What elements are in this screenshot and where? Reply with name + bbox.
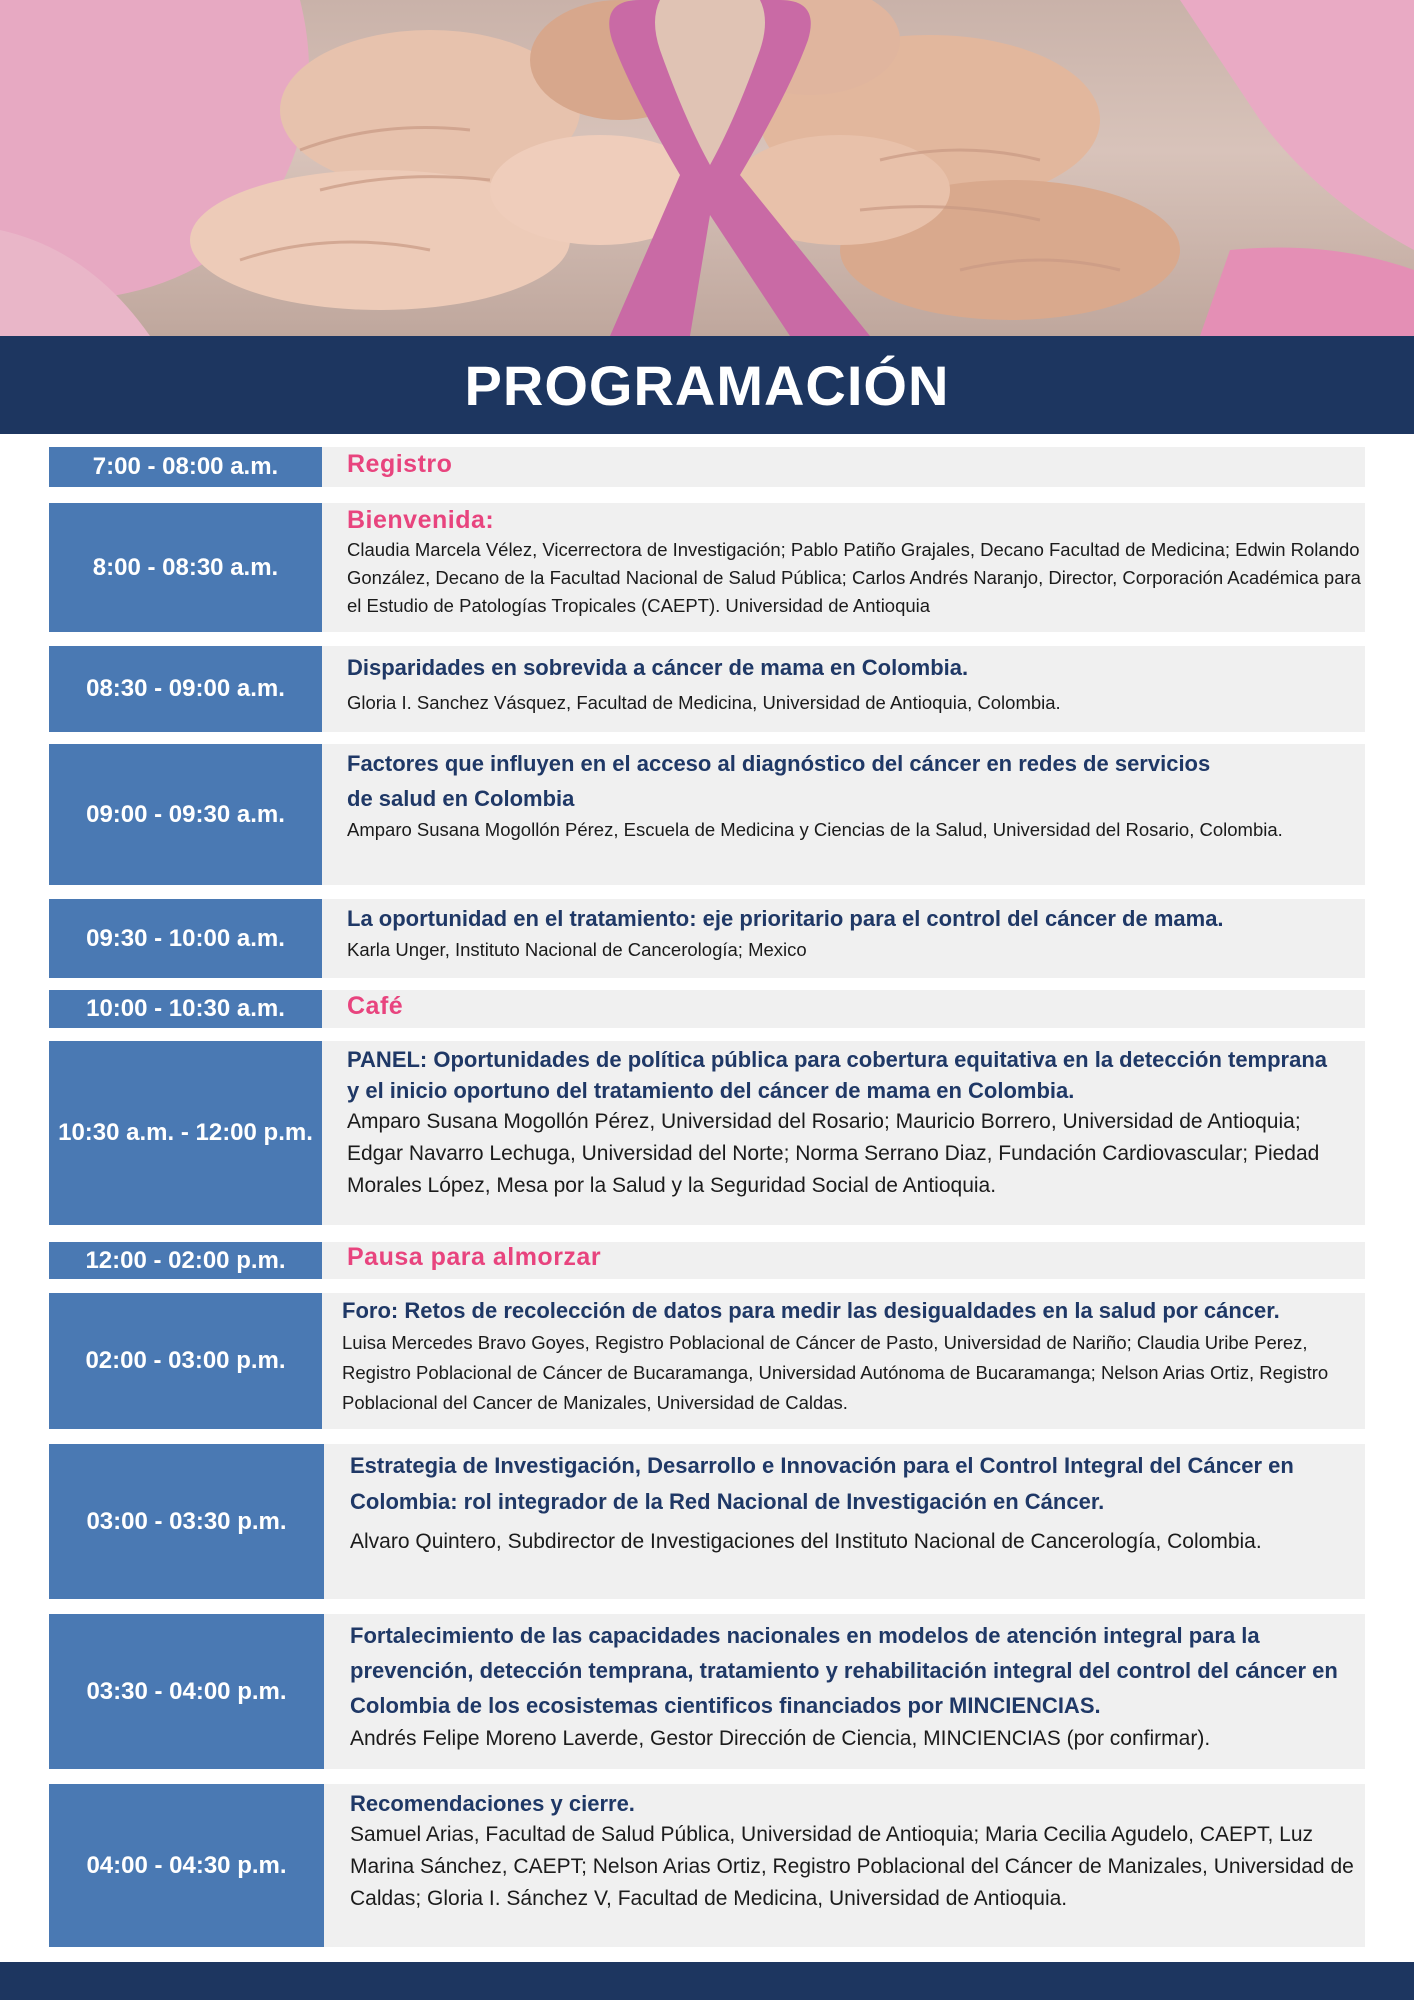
time-slot: 03:30 - 04:00 p.m.: [49, 1614, 324, 1769]
session-content: [324, 1784, 1365, 1947]
session-speakers: Alvaro Quintero, Subdirector de Investigaciones del Instituto Nacional de Cancerología, Colombia.: [350, 1530, 1262, 1553]
session-title: Café: [347, 992, 404, 1020]
schedule-row: [49, 646, 1365, 732]
schedule-row: [49, 1041, 1365, 1225]
hero-photo: [0, 0, 1414, 336]
session-content: [322, 646, 1365, 732]
time-slot: 03:00 - 03:30 p.m.: [49, 1444, 324, 1599]
footer-band: [0, 1962, 1414, 2000]
session-content: [322, 447, 1365, 487]
session-title: Estrategia de Investigación, Desarrollo e Innovación para el Control Integral del Cáncer en Colombia: rol integrador de la Red Nacional de Investigación en Cáncer.: [350, 1453, 1294, 1514]
session-title: Bienvenida:: [347, 506, 495, 534]
time-slot: 7:00 - 08:00 a.m.: [49, 447, 322, 487]
session-content: [322, 1242, 1365, 1279]
session-speakers: Samuel Arias, Facultad de Salud Pública, Universidad de Antioquia; Maria Cecilia Agudelo, CAEPT, Luz Marina Sánchez, CAEPT; Nelson Arias Ortiz, Registro Poblacional del Cáncer de Manizales, Universidad de Caldas; Gloria I. Sánchez V, Facultad de Medicina, Universidad de Antioquia.: [350, 1823, 1354, 1910]
schedule-row: [49, 744, 1365, 885]
session-title: Factores que influyen en el acceso al diagnóstico del cáncer en redes de servicios de salud en Colombia: [347, 751, 1211, 811]
time-slot: 04:00 - 04:30 p.m.: [49, 1784, 324, 1947]
schedule-row: [49, 1784, 1365, 1947]
session-content: [324, 1614, 1365, 1769]
schedule-row: [49, 1614, 1365, 1769]
time-slot: 09:00 - 09:30 a.m.: [49, 744, 322, 885]
time-slot: 10:30 a.m. - 12:00 p.m.: [49, 1041, 322, 1225]
session-title: Disparidades en sobrevida a cáncer de mama en Colombia.: [347, 655, 969, 680]
session-title: Fortalecimiento de las capacidades nacionales en modelos de atención integral para la prevención, detección temprana, tratamiento y rehabilitación integral del control del cáncer en Colombia de los ecosistemas cientificos financiados por MINCIENCIAS.: [350, 1623, 1338, 1718]
schedule-row: [49, 1444, 1365, 1599]
schedule-row: [49, 503, 1365, 632]
session-speakers: Claudia Marcela Vélez, Vicerrectora de Investigación; Pablo Patiño Grajales, Decano Facultad de Medicina; Edwin Rolando González, Decano de la Facultad Nacional de Salud Pública; Carlos Andrés Naranjo, Director, Corporación Académica para el Estudio de Patologías Tropicales (CAEPT). Universidad de Antioquia: [347, 539, 1361, 617]
session-content: [322, 1041, 1365, 1225]
session-title: PANEL: Oportunidades de política pública para cobertura equitativa en la detección temprana y el inicio oportuno del tratamiento del cáncer de mama en Colombia.: [347, 1047, 1328, 1103]
time-slot: 10:00 - 10:30 a.m.: [49, 990, 322, 1028]
schedule-row: [49, 990, 1365, 1028]
session-title: Recomendaciones y cierre.: [350, 1791, 635, 1816]
schedule-row: [49, 1242, 1365, 1279]
hands-ribbon-illustration: [0, 0, 1414, 336]
session-title: Foro: Retos de recolección de datos para medir las desigualdades en la salud por cáncer.: [342, 1298, 1280, 1323]
time-slot: 12:00 - 02:00 p.m.: [49, 1242, 322, 1279]
session-speakers: Gloria I. Sanchez Vásquez, Facultad de Medicina, Universidad de Antioquia, Colombia.: [347, 692, 1061, 713]
session-content: [322, 503, 1365, 632]
session-speakers: Amparo Susana Mogollón Pérez, Escuela de Medicina y Ciencias de la Salud, Universidad del Rosario, Colombia.: [347, 819, 1283, 840]
page-title: PROGRAMACIÓN: [464, 353, 950, 417]
title-band: [0, 336, 1414, 434]
schedule-row: [49, 899, 1365, 978]
time-slot: 8:00 - 08:30 a.m.: [49, 503, 322, 632]
schedule-row: [49, 447, 1365, 487]
session-speakers: Andrés Felipe Moreno Laverde, Gestor Dirección de Ciencia, MINCIENCIAS (por confirmar).: [350, 1727, 1211, 1750]
session-title: Pausa para almorzar: [347, 1243, 602, 1271]
time-slot: 02:00 - 03:00 p.m.: [49, 1293, 322, 1429]
session-speakers: Luisa Mercedes Bravo Goyes, Registro Poblacional de Cáncer de Pasto, Universidad de Nariño; Claudia Uribe Perez, Registro Poblacional de Cáncer de Bucaramanga, Universidad Autónoma de Bucaramanga; Nelson Arias Ortiz, Registro Poblacional del Cancer de Manizales, Universidad de Caldas.: [342, 1332, 1329, 1413]
session-content: [322, 990, 1365, 1028]
time-slot: 09:30 - 10:00 a.m.: [49, 899, 322, 978]
schedule-row: [49, 1293, 1365, 1429]
session-speakers: Amparo Susana Mogollón Pérez, Universidad del Rosario; Mauricio Borrero, Universidad de Antioquia; Edgar Navarro Lechuga, Universidad del Norte; Norma Serrano Diaz, Fundación Cardiovascular; Piedad Morales López, Mesa por la Salud y la Seguridad Social de Antioquia.: [347, 1110, 1320, 1197]
session-content: [322, 899, 1365, 978]
session-title: Registro: [347, 450, 453, 478]
session-content: [324, 1444, 1365, 1599]
session-content: [322, 1293, 1365, 1429]
session-title: La oportunidad en el tratamiento: eje prioritario para el control del cáncer de mama.: [347, 906, 1224, 931]
session-speakers: Karla Unger, Instituto Nacional de Cancerología; Mexico: [347, 939, 807, 960]
session-content: [322, 744, 1365, 885]
time-slot: 08:30 - 09:00 a.m.: [49, 646, 322, 732]
